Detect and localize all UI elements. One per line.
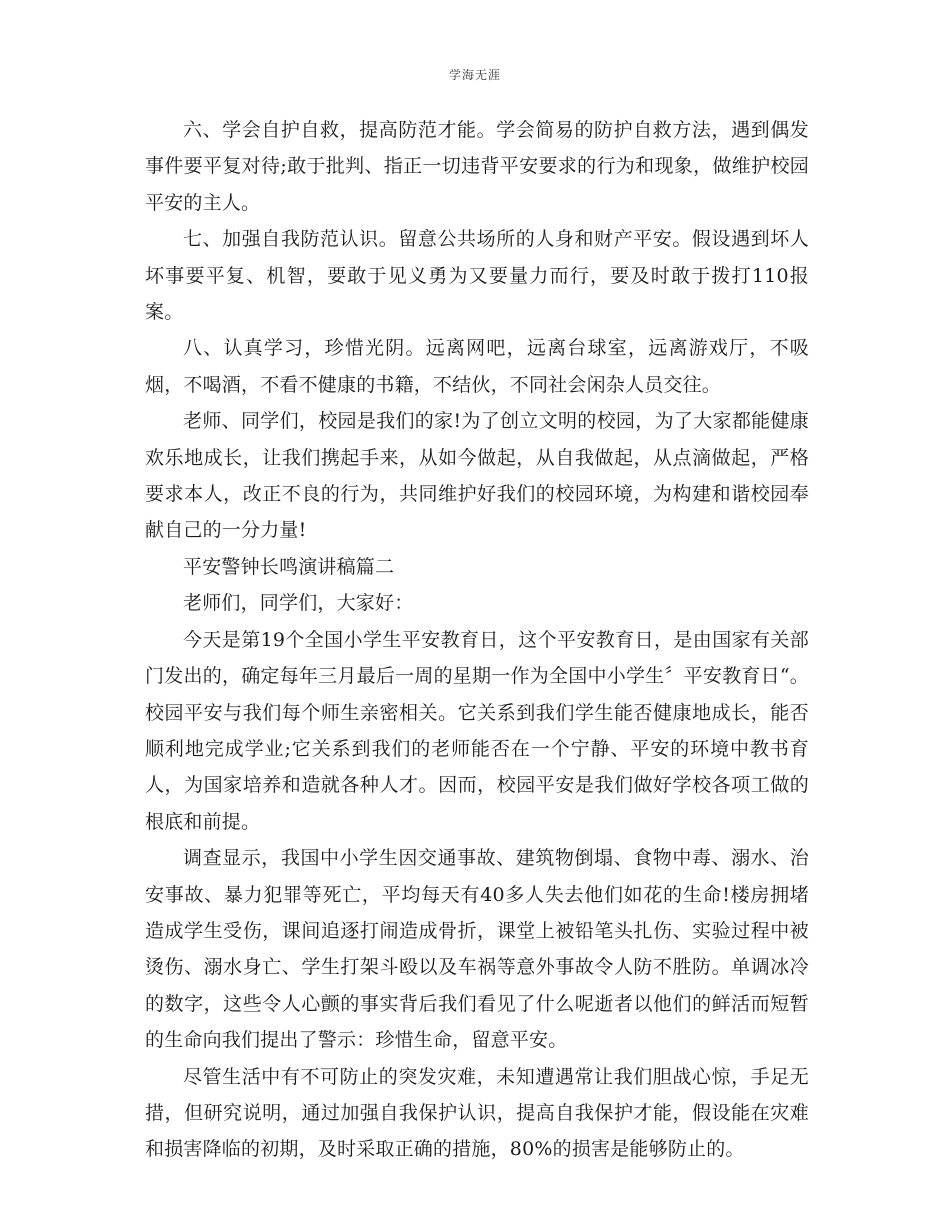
paragraph-safety-rule-6: 六、学会自护自救，提高防范才能。学会简易的防护自救方法，遇到偶发事件要平复对待;敢于批判、指正一切违背平安要求的行为和现象，做维护校园平安的主人。 [145,119,809,214]
section-title: 平安警钟长鸣演讲稿篇二 [183,555,395,578]
paragraph-prevention: 尽管生活中有不可防止的突发灾难，未知遭遇常让我们胆战心惊，手足无措，但研究说明，通过加强自我保护认识，提高自我保护才能，假设能在灾难和损害降临的初期，及时采取正确的措施，80%的损害是能够防止的。 [145,1065,809,1161]
paragraph-survey: 调查显示，我国中小学生因交通事故、建筑物倒塌、食物中毒、溺水、治安事故、暴力犯罪等死亡，平均每天有40多人失去他们如花的生命!楼房拥堵造成学生受伤，课间追逐打闹造成骨折，课堂上被铅笔头扎伤、实验过程中被烫伤、溺水身亡、学生打架斗殴以及车祸等意外事故令人防不胜防。单调冰冷的数字，这些令人心颤的事实背后我们看见了什么呢逝者以他们的鲜活而短暂的生命向我们提出了警示：珍惜生命，留意平安。 [145,847,809,1052]
paragraph-safety-rule-8: 八、认真学习，珍惜光阴。远离网吧，远离台球室，远离游戏厅，不吸烟，不喝酒，不看不健康的书籍，不结伙，不同社会闲杂人员交往。 [145,337,809,396]
paragraph-safety-rule-7: 七、加强自我防范认识。留意公共场所的人身和财产平安。假设遇到坏人坏事要平复、机智，要敢于见义勇为又要量力而行，要及时敢于拨打110报案。 [145,228,809,324]
page-header: 学海无涯 [448,68,501,82]
paragraph-closing-appeal: 老师、同学们，校园是我们的家!为了创立文明的校园，为了大家都能健康欢乐地成长，让我们携起手来，从如今做起，从自我做起，从点滴做起，严格要求本人，改正不良的行为，共同维护好我们的校园环境，为构建和谐校园奉献自己的一分力量! [145,410,809,542]
paragraph-education-day: 今天是第19个全国小学生平安教育日，这个平安教育日，是由国家有关部门发出的，确定每年三月最后一周的星期一作为全国中小学生〞平安教育日“。校园平安与我们每个师生亲密相关。它关系到我们学生能否健康地成长，能否顺利地完成学业;它关系到我们的老师能否在一个宁静、平安的环境中教书育人，为国家培养和造就各种人才。因而，校园平安是我们做好学校各项工做的根底和前提。 [145,628,809,833]
greeting: 老师们，同学们，大家好： [183,592,414,615]
document-body [145,112,809,1168]
